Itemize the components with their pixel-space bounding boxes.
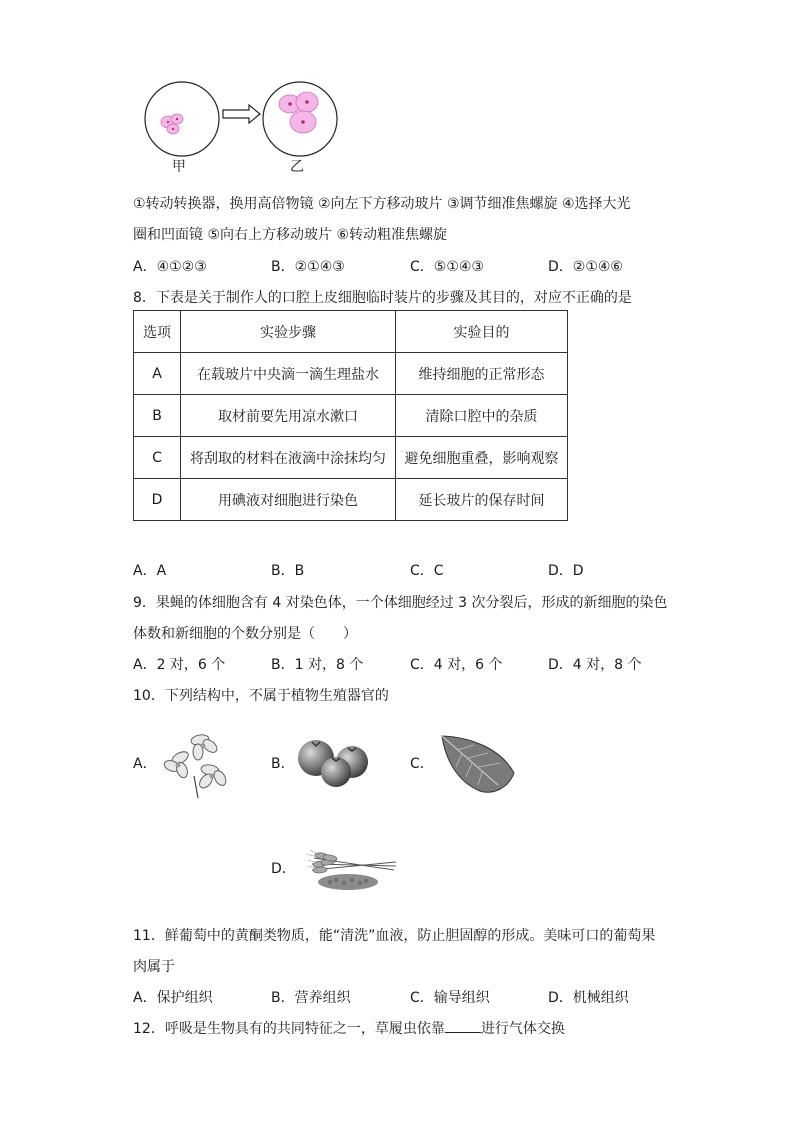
- microscope-field-yi: [261, 80, 339, 158]
- row-purpose: 维持细胞的正常形态: [396, 353, 568, 395]
- q7-option-c[interactable]: C．⑤①④③: [410, 259, 484, 275]
- leaf-icon[interactable]: [438, 733, 518, 797]
- q7-option-a[interactable]: A．④①②③: [133, 259, 207, 275]
- table-row: [134, 479, 568, 521]
- q11-line2: 肉属于: [133, 959, 175, 975]
- q7-steps-line1: ①转动转换器，换用高倍物镜 ②向左下方移动玻片 ③调节细准焦螺旋 ④选择大光: [133, 196, 631, 212]
- q11-option-c[interactable]: C．输导组织: [410, 990, 490, 1006]
- row-purpose: 延长玻片的保存时间: [396, 479, 568, 521]
- answer-blank[interactable]: [445, 1020, 481, 1033]
- q10-option-c-label[interactable]: C．: [410, 756, 434, 772]
- q12-stem-before: 12．呼吸是生物具有的共同特征之一，草履虫依靠: [133, 1021, 445, 1037]
- q10-option-a-label[interactable]: A．: [133, 756, 157, 772]
- wheat-icon[interactable]: [304, 836, 400, 892]
- row-step: 在载玻片中央滴一滴生理盐水: [181, 353, 396, 395]
- q11-option-b[interactable]: B．营养组织: [271, 990, 351, 1006]
- q10-option-d-label[interactable]: D．: [271, 861, 296, 877]
- row-option: D: [134, 479, 181, 521]
- row-purpose: 避免细胞重叠，影响观察: [396, 437, 568, 479]
- flower-icon[interactable]: [158, 726, 234, 800]
- q8-option-a[interactable]: A．A: [133, 563, 167, 579]
- q11-line1: 11．鲜葡萄中的黄酮类物质，能“清洗”血液，防止胆固醇的形成。美味可口的葡萄果: [133, 928, 656, 944]
- row-step: 将刮取的材料在液滴中涂抹均匀: [181, 437, 396, 479]
- q11-option-d[interactable]: D．机械组织: [548, 990, 629, 1006]
- row-step: 取材前要先用凉水漱口: [181, 395, 396, 437]
- tomato-icon[interactable]: [296, 736, 372, 788]
- table-row: [134, 395, 568, 437]
- q8-table: [133, 310, 568, 521]
- table-header-row: [134, 311, 568, 353]
- header-step: 实验步骤: [181, 311, 396, 353]
- q7-steps-line2: 圈和凹面镜 ⑤向右上方移动玻片 ⑥转动粗准焦螺旋: [133, 227, 448, 243]
- table-row: [134, 437, 568, 479]
- q7-option-d[interactable]: D．②①④⑥: [548, 259, 623, 275]
- q9-option-a[interactable]: A．2 对，6 个: [133, 657, 226, 673]
- q9-option-b[interactable]: B．1 对，8 个: [271, 657, 364, 673]
- q12-stem-after: 进行气体交换: [480, 1021, 565, 1037]
- q9-line1: 9．果蝇的体细胞含有 4 对染色体，一个体细胞经过 3 次分裂后，形成的新细胞的染色: [133, 595, 668, 611]
- q9-line2: 体数和新细胞的个数分别是（ ）: [133, 626, 357, 642]
- row-step: 用碘液对细胞进行染色: [181, 479, 396, 521]
- table-row: [134, 353, 568, 395]
- q7-option-b[interactable]: B．②①④③: [271, 259, 345, 275]
- q8-option-c[interactable]: C．C: [410, 563, 444, 579]
- q9-option-c[interactable]: C．4 对，6 个: [410, 657, 503, 673]
- q9-option-d[interactable]: D．4 对，8 个: [548, 657, 642, 673]
- label-yi: 乙: [290, 159, 304, 175]
- q8-option-b[interactable]: B．B: [271, 563, 305, 579]
- row-purpose: 清除口腔中的杂质: [396, 395, 568, 437]
- q12-stem: [133, 1018, 565, 1038]
- q10-option-b-label[interactable]: B．: [271, 756, 295, 772]
- q8-stem: 8．下表是关于制作人的口腔上皮细胞临时装片的步骤及其目的，对应不正确的是: [133, 290, 632, 306]
- q11-option-a[interactable]: A．保护组织: [133, 990, 213, 1006]
- q10-stem: 10．下列结构中，不属于植物生殖器官的: [133, 688, 389, 704]
- row-option: B: [134, 395, 181, 437]
- row-option: A: [134, 353, 181, 395]
- label-jia: 甲: [172, 159, 186, 175]
- header-option: 选项: [134, 311, 181, 353]
- header-purpose: 实验目的: [396, 311, 568, 353]
- arrow-right-icon: [222, 104, 262, 124]
- row-option: C: [134, 437, 181, 479]
- q8-option-d[interactable]: D．D: [548, 563, 584, 579]
- microscope-field-jia: [143, 80, 221, 158]
